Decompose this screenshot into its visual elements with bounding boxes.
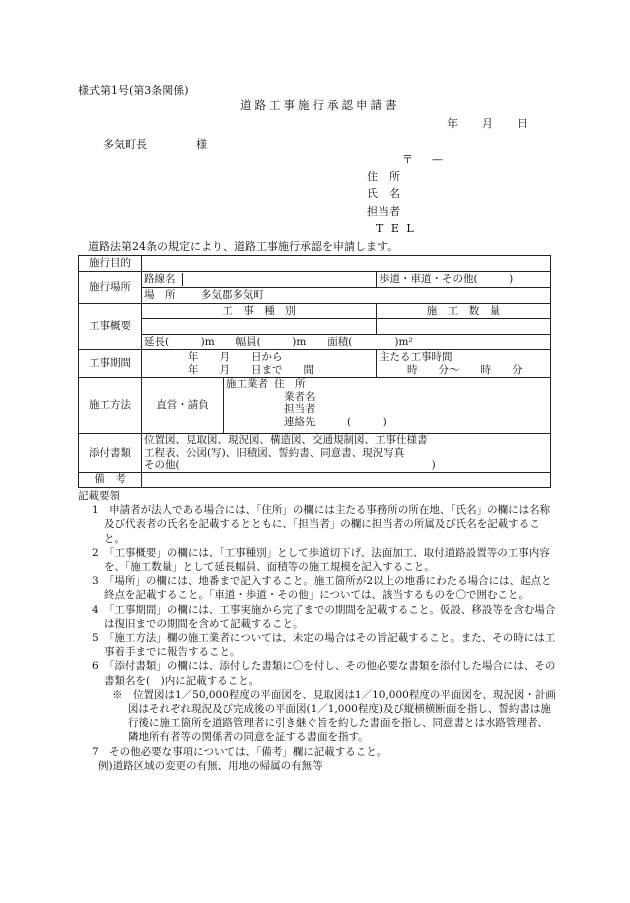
route-cell[interactable] <box>142 272 377 288</box>
contractor-label: 施工業者 <box>226 378 268 390</box>
dimensions[interactable]: 延長( )m 幅員( )m 面積( )m² <box>142 335 551 350</box>
note-kome: ※ 位置図は1／50,000程度の平面図を、見取図は1／10,000程度の平面図を、現況図・計画図はそれぞれ現況及び完成後の平面図(1／1,000程度)及び縦横横断面を指し、誓約書は施行後に施工箇所を道路管理者に引き継ぐ旨を約した書面を指し、同意書とは水路管理者、隣地所有者等の関係者の同意を証する書面を指す。 <box>112 688 556 744</box>
place-label: 場 所 <box>144 289 176 302</box>
attach-line-2: 工程表、公図(写)、旧積図、誓約書、同意書、現況写真 <box>144 446 405 459</box>
note-item: 4 「工事期間」の欄には、工事実施から完了までの期間を記載すること。仮設、移設等を含む場合は復旧までの期間を含めて記載すること。 <box>92 603 556 630</box>
method-label: 施工方法 <box>79 378 142 434</box>
instructions-heading: 記載要領 <box>78 490 120 502</box>
period-label: 工事期間 <box>79 350 142 378</box>
attach-label: 添付書類 <box>79 434 142 473</box>
name-label: 氏 名 <box>367 187 400 200</box>
person-label: 担当者 <box>367 205 400 218</box>
place-cell[interactable] <box>142 288 551 304</box>
note-example: 例)道路区域の変更の有無、用地の帰属の有無等 <box>98 759 323 772</box>
purpose-field[interactable] <box>142 256 551 272</box>
attach-line-1: 位置図、見取図、現況図、構造図、交通規制図、工事仕様書 <box>144 434 428 446</box>
postal-dash: — <box>432 153 443 166</box>
tel-label: T E L <box>376 222 416 235</box>
work-type-field[interactable] <box>142 319 377 335</box>
note-item: 2 「工事概要」の欄には、「工事種別」として歩道切下げ、法面加工、取付道路設置等の工事内容を、「施工数量」として延長幅員、面積等の施工規模を記入すること。 <box>92 546 550 574</box>
note-item: 3 「場所」の欄には、地番まで記入すること。施工箇所が2以上の地番にわたる場合には、起点と終点を記載すること。「車道・歩道・その他」については、該当するものを〇で囲むこと。 <box>92 575 552 602</box>
quantity-header: 施 工 数 量 <box>377 304 551 319</box>
route-label: 路線名 <box>144 273 183 286</box>
contractor-address: 住 所 <box>274 378 306 390</box>
period-cell[interactable] <box>142 350 377 378</box>
note-item: 1 申請者が法人である場合には、「住所」の欄には主たる事務所の所在地、「氏名」の欄には名称及び代表者の氏名を記載するとともに、「担当者」の欄に担当者の所属及び氏名を記載すること。 <box>92 504 551 545</box>
contractor-contact: 連絡先 ( ) <box>284 415 387 428</box>
work-type-header: 工 事 種 別 <box>142 304 377 319</box>
address-label: 住 所 <box>367 170 400 183</box>
route-value[interactable] <box>183 273 375 286</box>
contractor-person: 担当者 <box>284 403 316 415</box>
main-hours-label: 主たる工事時間 <box>379 351 453 363</box>
date-day: 日 <box>517 117 528 130</box>
application-table <box>78 255 551 488</box>
remarks-field[interactable] <box>142 472 551 487</box>
attach-cell[interactable] <box>142 434 551 473</box>
contractor-cell[interactable] <box>224 378 551 434</box>
postal-mark: 〒 <box>402 153 413 166</box>
page-title: 道路工事施行承認申請書 <box>240 98 400 112</box>
route-type[interactable]: 歩道・車道・その他( ) <box>377 272 551 288</box>
intro-text: 道路法第24条の規定により、道路工事施行承認を申請します。 <box>88 240 399 253</box>
purpose-label: 施行目的 <box>79 256 142 272</box>
addressee: 多気町長 <box>103 138 147 151</box>
instructions <box>78 489 556 773</box>
period-to: 年 月 日まで 間 <box>188 363 314 376</box>
honorific: 様 <box>196 138 207 151</box>
note-item: 6 「添付書類」の欄には、添付した書類に〇を付し、その他必要な書類を添付した場合には、その書類名を( )内に記載すること。 <box>92 660 556 687</box>
contractor-company: 業者名 <box>284 390 316 403</box>
location-label: 施行場所 <box>79 272 142 304</box>
method-value[interactable]: 直営・請負 <box>142 378 224 434</box>
period-from: 年 月 日から <box>188 351 283 363</box>
remarks-label: 備 考 <box>79 472 142 487</box>
note-item: 5 「施工方法」欄の施工業者については、未定の場合はその旨記載すること。また、その時には工事着手までに報告すること。 <box>92 632 556 659</box>
date-year: 年 <box>447 117 458 130</box>
place-value: 多気郡多気町 <box>200 289 264 302</box>
overview-label: 工事概要 <box>79 304 142 350</box>
note-item-7: 7 その他必要な事項については、「備考」欄に記載すること。 <box>92 745 388 758</box>
main-hours-value: 時 分～ 時 分 <box>407 363 523 376</box>
form-number: 様式第1号(第3条関係) <box>78 84 189 97</box>
quantity-field[interactable] <box>377 319 551 335</box>
date-month: 月 <box>482 117 493 130</box>
main-hours-cell[interactable] <box>377 350 551 378</box>
attach-line-3: その他( ) <box>144 459 436 471</box>
